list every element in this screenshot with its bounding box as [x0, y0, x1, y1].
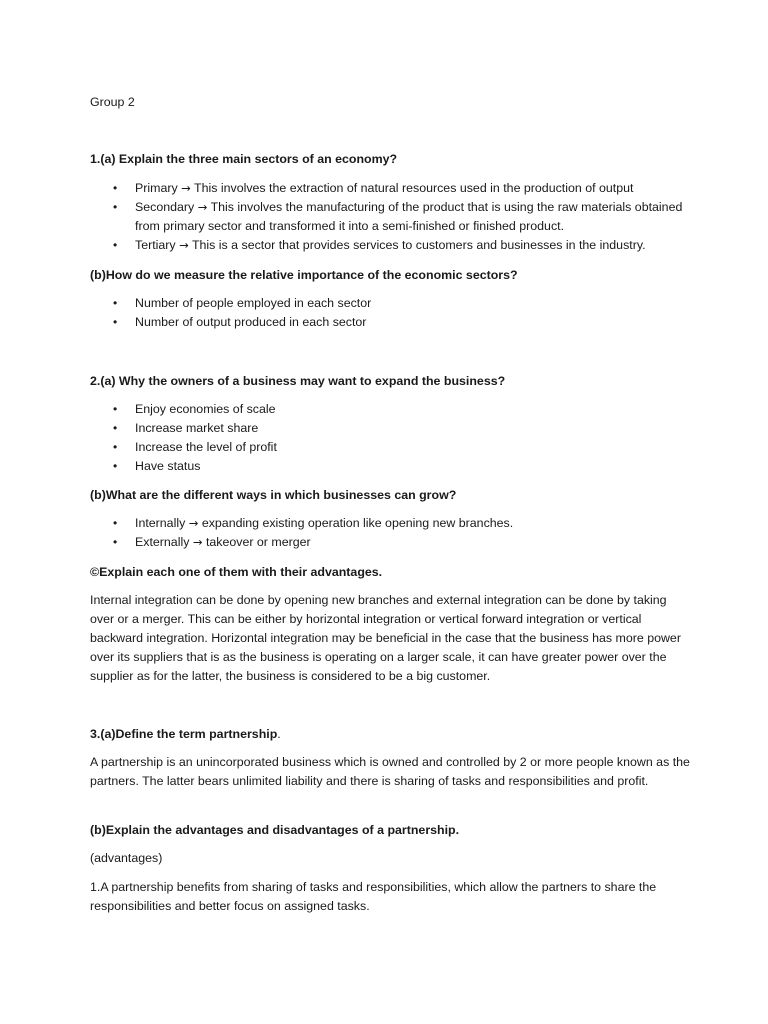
list-item: [90, 236, 690, 255]
list-item-text: This is a sector that provides services to customers and businesses in the industry.: [191, 238, 646, 252]
question-3a-heading-period: .: [277, 727, 281, 741]
bullet-icon: •: [113, 516, 118, 530]
question-3b-subheading: (advantages): [90, 851, 163, 865]
question-2b-heading: (b)What are the different ways in which businesses can grow?: [90, 488, 457, 502]
list-item-term: Internally: [135, 516, 186, 530]
list-item: [90, 179, 690, 198]
list-item: [90, 313, 690, 332]
bullet-icon: •: [113, 296, 118, 310]
arrow-right-icon: →: [181, 181, 191, 195]
bullet-icon: •: [113, 238, 118, 252]
list-item: [90, 419, 690, 438]
list-item: [90, 533, 690, 552]
question-1a-heading: 1.(a) Explain the three main sectors of an economy?: [90, 152, 398, 166]
bullet-icon: •: [113, 402, 118, 416]
question-2c-answer: Internal integration can be done by opening new branches and external integration can be done by taking over or a merger. This can be either by horizontal integration or vertical forward integration or vertical backward integration. Horizontal integration may be beneficial in the case that the business has more power over its suppliers that is as the business is operating on a larger scale, it can have greater power over the supplier as for the latter, the business is considered to be a big customer.: [90, 593, 681, 683]
question-3a-heading-line: [90, 725, 690, 744]
bullet-icon: •: [113, 440, 118, 454]
list-item: [90, 438, 690, 457]
question-3a-heading: 3.(a)Define the term partnership: [90, 727, 278, 741]
list-item: [90, 294, 690, 313]
list-item: [90, 400, 690, 419]
question-2a-list: [90, 400, 690, 476]
list-item: [90, 514, 690, 533]
list-item-text: Increase market share: [135, 421, 259, 435]
list-item: [90, 457, 690, 476]
question-3b-heading: (b)Explain the advantages and disadvantages of a partnership.: [90, 823, 460, 837]
question-1b-heading: (b)How do we measure the relative importance of the economic sectors?: [90, 268, 518, 282]
list-item-text: expanding existing operation like opening new branches.: [201, 516, 514, 530]
list-item-term: Externally: [135, 535, 190, 549]
bullet-icon: •: [113, 200, 118, 214]
list-item-term: Primary: [135, 181, 178, 195]
bullet-icon: •: [113, 459, 118, 473]
group-label: Group 2: [90, 95, 135, 109]
question-3a-answer: A partnership is an unincorporated business which is owned and controlled by 2 or more people known as the partners. The latter bears unlimited liability and there is sharing of tasks and responsibilities and profit.: [90, 755, 690, 788]
question-2a-heading: 2.(a) Why the owners of a business may want to expand the business?: [90, 374, 506, 388]
list-item-term: Secondary: [135, 200, 195, 214]
question-2b-list: [90, 514, 690, 552]
list-item-term: Tertiary: [135, 238, 176, 252]
question-1a-list: [90, 179, 690, 255]
question-3b-point-1: 1.A partnership benefits from sharing of tasks and responsibilities, which allow the partners to share the responsibilities and better focus on assigned tasks.: [90, 880, 657, 913]
list-item-text: This involves the extraction of natural resources used in the production of output: [194, 181, 634, 195]
list-item-text: Number of output produced in each sector: [135, 315, 367, 329]
list-item-text: This involves the manufacturing of the product that is using the raw materials obtained from primary sector and transformed it into a semi-finished or finished product.: [135, 200, 683, 233]
list-item-text: Increase the level of profit: [135, 440, 277, 454]
bullet-icon: •: [113, 181, 118, 195]
list-item: [90, 198, 690, 236]
arrow-right-icon: →: [179, 238, 189, 252]
list-item-text: takeover or merger: [205, 535, 311, 549]
question-1b-list: [90, 294, 690, 332]
list-item-text: Enjoy economies of scale: [135, 402, 276, 416]
question-2c-heading: ©Explain each one of them with their advantages.: [90, 565, 383, 579]
arrow-right-icon: →: [188, 516, 199, 530]
arrow-right-icon: →: [197, 200, 208, 214]
list-item-text: Number of people employed in each sector: [135, 296, 372, 310]
bullet-icon: •: [113, 421, 118, 435]
bullet-icon: •: [113, 535, 118, 549]
list-item-text: Have status: [135, 459, 201, 473]
bullet-icon: •: [113, 315, 118, 329]
arrow-right-icon: →: [192, 535, 203, 549]
